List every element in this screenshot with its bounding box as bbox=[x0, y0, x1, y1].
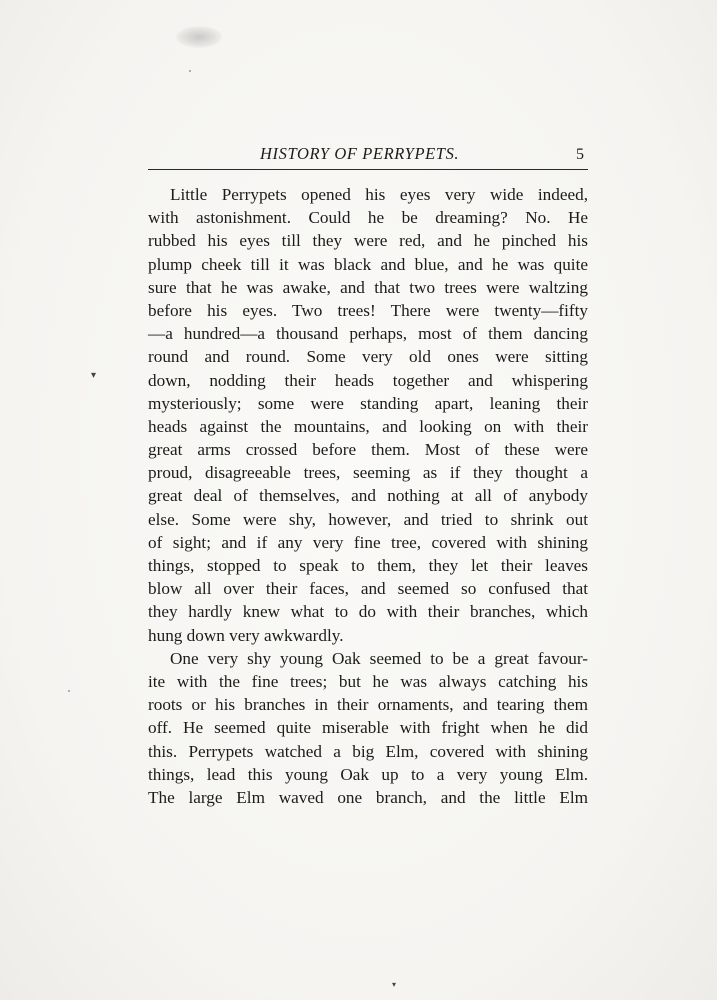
text-line: with astonishment. Could he be dreaming? No. He bbox=[148, 208, 588, 228]
text-line: hung down very awkwardly. bbox=[148, 625, 344, 645]
text-line: One very shy young Oak seemed to be a great favour- bbox=[170, 648, 588, 668]
header-rule bbox=[148, 169, 588, 170]
paper-speck bbox=[68, 690, 70, 692]
page-number: 5 bbox=[576, 146, 584, 163]
text-line: of sight; and if any very fine tree, covered with shining bbox=[148, 532, 588, 552]
text-line: plump cheek till it was black and blue, and he was quite bbox=[148, 254, 588, 274]
text-line: things, lead this young Oak up to a very young Elm. bbox=[148, 764, 588, 784]
text-line: proud, disagreeable trees, seeming as if they thought a bbox=[148, 463, 588, 483]
text-line: off. He seemed quite miserable with fright when he did bbox=[148, 718, 588, 738]
text-line: ite with the fine trees; but he was always catching his bbox=[148, 671, 588, 691]
paper-speck bbox=[189, 70, 191, 72]
text-line: things, stopped to speak to them, they let their leaves bbox=[148, 556, 588, 575]
text-line: The large Elm waved one branch, and the little Elm bbox=[148, 787, 588, 807]
running-header bbox=[148, 144, 588, 166]
text-line: roots or his branches in their ornaments, and tearing them bbox=[148, 695, 588, 715]
text-line: sure that he was awake, and that two trees were waltzing bbox=[148, 277, 588, 297]
text-line: mysteriously; some were standing apart, leaning their bbox=[148, 393, 588, 413]
text-line: down, nodding their heads together and whispering bbox=[148, 370, 588, 390]
body-text bbox=[148, 183, 588, 809]
text-line: else. Some were shy, however, and tried to shrink out bbox=[148, 509, 588, 529]
text-line: heads against the mountains, and looking on with their bbox=[148, 416, 588, 436]
bottom-mark-icon: ▾ bbox=[392, 980, 397, 989]
text-line: rubbed his eyes till they were red, and he pinched his bbox=[148, 231, 588, 251]
text-line: round and round. Some very old ones were sitting bbox=[148, 347, 588, 367]
text-line: they hardly knew what to do with their branches, which bbox=[148, 602, 588, 622]
text-line: before his eyes. Two trees! There were twenty—fifty bbox=[148, 300, 588, 320]
text-line: great deal of themselves, and nothing at all of anybody bbox=[148, 486, 588, 506]
text-line: Little Perrypets opened his eyes very wide indeed, bbox=[170, 185, 588, 204]
text-line: blow all over their faces, and seemed so confused that bbox=[148, 579, 588, 599]
text-line: this. Perrypets watched a big Elm, covered with shining bbox=[148, 741, 588, 761]
margin-mark-icon: ▾ bbox=[91, 370, 97, 381]
text-line: great arms crossed before them. Most of these were bbox=[148, 440, 588, 460]
text-line: —a hundred—a thousand perhaps, most of them dancing bbox=[148, 324, 588, 344]
ink-smudge bbox=[176, 26, 222, 48]
running-title: HISTORY OF PERRYPETS. bbox=[260, 144, 460, 163]
